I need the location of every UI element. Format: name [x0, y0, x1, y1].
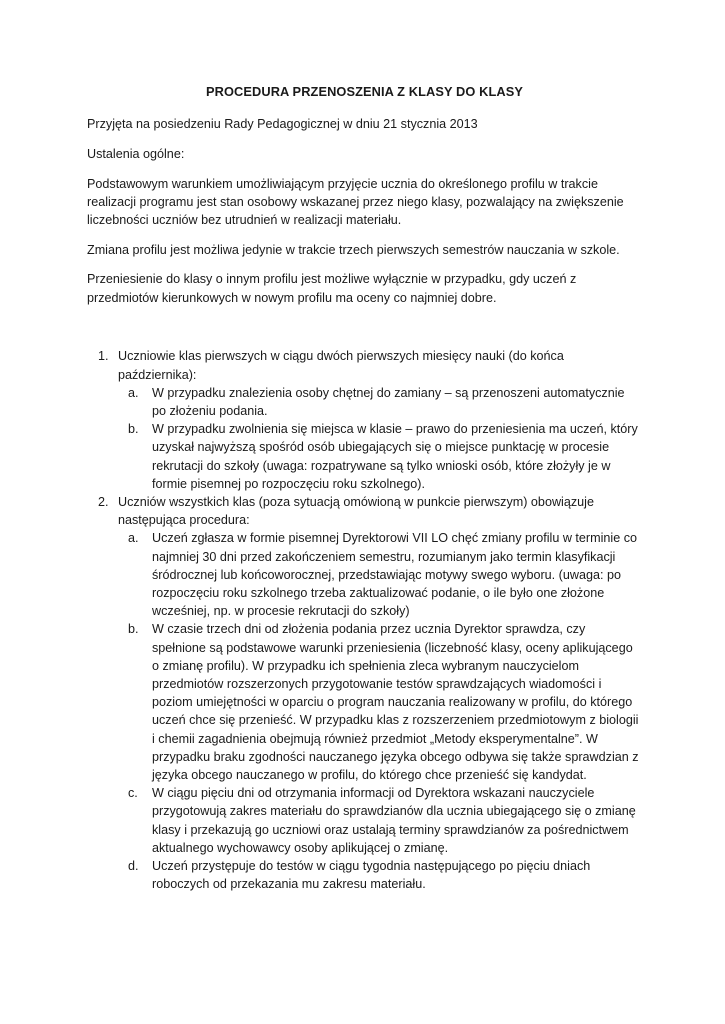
- adoption-note: Przyjęta na posiedzeniu Rady Pedagogicznej w dniu 21 stycznia 2013: [87, 117, 478, 132]
- sub-list-letter: b.: [128, 422, 139, 437]
- sub-list-item: [118, 857, 642, 893]
- sub-list-item: [118, 420, 642, 493]
- sub-list-text: W czasie trzech dni od złożenia podania przez ucznia Dyrektor sprawdza, czy spełnione są podstawowe warunki przeniesienia (liczebność klasy, oceny aplikującego o zmianę profilu). W przypadku ich spełnienia zleca wybranym nauczycielom przedmiotów rozszerzonych przygotowanie testów sprawdzających wiadomości i poziom umiejętności w oparciu o program nauczania realizowany w profilu, do którego uczeń chce się przenieść. W przypadku klas z rozszerzeniem przedmiotowym z biologii i chemii zagadnienia obejmują również przedmiot „Metody eksperymentalne”. W przypadku braku zgodności nauczanego języka obcego odbywa się także sprawdzian z języka obcego nauczanego w profilu, do którego chce przenieść się kandydat.: [152, 622, 639, 782]
- list-item: [87, 347, 642, 493]
- list-number: 1.: [98, 349, 109, 364]
- spacer: [87, 318, 642, 347]
- sub-list-item: [118, 620, 642, 784]
- list-item-text: Uczniów wszystkich klas (poza sytuacją omówioną w punkcie pierwszym) obowiązuje następująca procedura:: [118, 494, 594, 528]
- sub-list-text: Uczeń zgłasza w formie pisemnej Dyrektorowi VII LO chęć zmiany profilu w terminie co najmniej 30 dni przed zakończeniem semestru, rozumianym jako termin klasyfikacji śródrocznej lub końcoworocznej, przedstawiając motywy swego wyboru. (uwaga: po rozpoczęciu roku szkolnego trzeba zaktualizować podanie, o ile było one złożone wcześniej, np. w procesie rekrutacji do szkoły): [152, 531, 638, 619]
- sub-list-letter: a.: [128, 385, 139, 400]
- procedure-list: [87, 347, 642, 893]
- sub-list: [118, 529, 642, 893]
- general-heading: Ustalenia ogólne:: [87, 146, 185, 161]
- sub-list-letter: b.: [128, 622, 139, 637]
- sub-list: [118, 384, 642, 493]
- sub-list-item: [118, 784, 642, 857]
- sub-list-text: Uczeń przystępuje do testów w ciągu tygodnia następującego po pięciu dniach roboczych od przekazania mu zakresu materiału.: [152, 859, 591, 892]
- sub-list-text: W przypadku zwolnienia się miejsca w klasie – prawo do przeniesienia ma uczeń, który uzyskał najwyższą spośród osób ubiegających się o miejsce punktację w procesie rekrutacji do szkoły (uwaga: rozpatrywane są tylko wnioski osób, które złożyły je w formie pisemnej po rozpoczęciu roku szkolnego).: [152, 422, 638, 491]
- sub-list-item: [118, 529, 642, 620]
- document-page: [87, 83, 642, 893]
- list-item-text: Uczniowie klas pierwszych w ciągu dwóch pierwszych miesięcy nauki (do końca października):: [118, 349, 564, 382]
- sub-list-text: W przypadku znalezienia osoby chętnej do zamiany – są przenoszeni automatycznie po złożeniu podania.: [152, 385, 625, 418]
- sub-list-letter: a.: [128, 531, 139, 546]
- list-item: [87, 493, 642, 893]
- list-number: 2.: [98, 494, 109, 509]
- paragraph-conditions: Podstawowym warunkiem umożliwiającym przyjęcie ucznia do określonego profilu w trakcie realizacji programu jest stan osobowy wskazanej przez niego klasy, pozwalający na zwiększenie liczebności uczniów bez utrudnień w realizacji materiału.: [87, 176, 624, 228]
- sub-list-letter: c.: [128, 786, 138, 801]
- sub-list-text: W ciągu pięciu dni od otrzymania informacji od Dyrektora wskazani nauczyciele przygotowują zakres materiału do sprawdzianów dla ucznia ubiegającego się o zmianę klasy i przekazują go uczniowi oraz ustalają terminy sprawdzianów za pośrednictwem aktualnego wychowawcy osoby aplikującej o zmianę.: [152, 786, 636, 855]
- paragraph-transfer: Przeniesienie do klasy o innym profilu jest możliwe wyłącznie w przypadku, gdy uczeń z przedmiotów kierunkowych w nowym profilu ma oceny co najmniej dobre.: [87, 272, 577, 305]
- sub-list-letter: d.: [128, 859, 139, 874]
- paragraph-profile-change: Zmiana profilu jest możliwa jedynie w trakcie trzech pierwszych semestrów nauczania w szkole.: [87, 242, 620, 257]
- document-title: PROCEDURA PRZENOSZENIA Z KLASY DO KLASY: [206, 84, 523, 99]
- sub-list-item: [118, 384, 642, 420]
